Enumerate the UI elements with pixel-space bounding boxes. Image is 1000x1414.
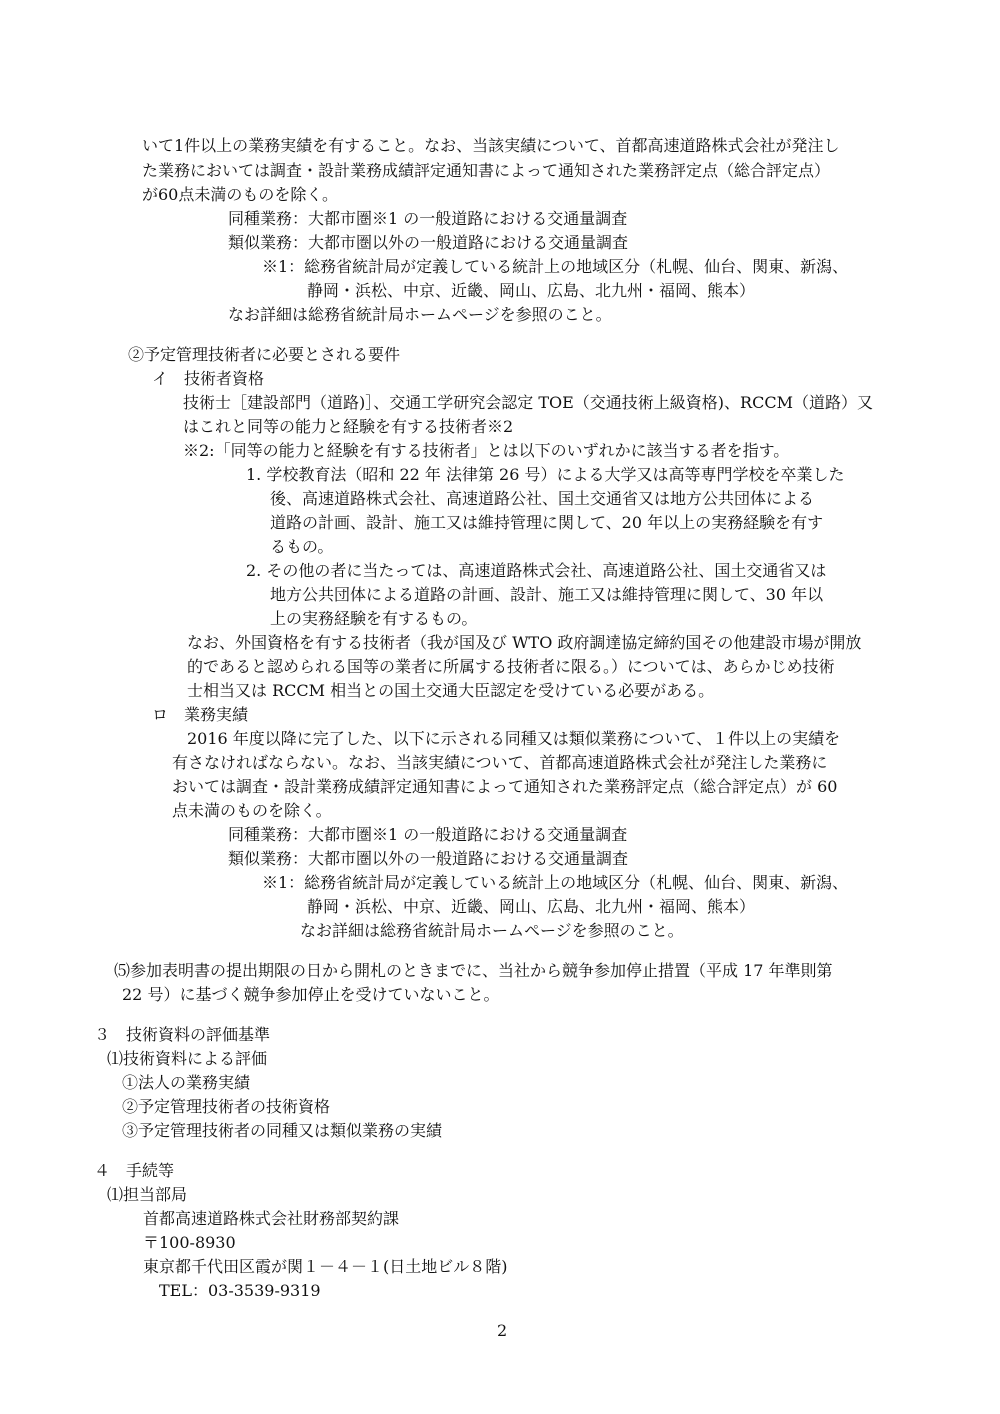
paragraph-line: 点未満のものを除く。: [172, 801, 332, 820]
list-item-line: 道路の計画、設計、施工又は維持管理に関して、20 年以上の実務経験を有す: [270, 513, 824, 532]
qualification-heading: イ 技術者資格: [152, 369, 265, 388]
paragraph-line: 2016 年度以降に完了した、以下に示される同種又は類似業務について、１件以上の実績を: [187, 729, 841, 748]
paragraph-line: ⑸参加表明書の提出期限の日から開札のときまでに、当社から競争参加停止措置（平成 17 年準則第: [114, 961, 833, 980]
footnote-line: ※1：総務省統計局が定義している統計上の地域区分（札幌、仙台、関東、新潟、: [262, 873, 849, 892]
list-item-line: 上の実務経験を有するもの。: [270, 609, 478, 628]
list-item-line: 後、高速道路株式会社、高速道路公社、国土交通省又は地方公共団体による: [270, 489, 815, 508]
page-number: 2: [497, 1321, 508, 1340]
department-name: 首都高速道路株式会社財務部契約課: [143, 1209, 400, 1228]
section-4-heading: ４ 手続等: [94, 1161, 175, 1180]
paragraph-line: が60点未満のものを除く。: [142, 185, 339, 204]
same-type-work: 同種業務：大都市圏※1 の一般道路における交通量調査: [228, 209, 628, 228]
list-item-line: 1. 学校教育法（昭和 22 年 法律第 26 号）による大学又は高等専門学校を卒業した: [246, 465, 845, 484]
footnote-line: 静岡・浜松、中京、近畿、岡山、広島、北九州・福岡、熊本）: [307, 897, 756, 916]
work-record-heading: ロ 業務実績: [152, 705, 249, 724]
list-item: ②予定管理技術者の技術資格: [122, 1097, 331, 1116]
list-item-line: 2. その他の者に当たっては、高速道路株式会社、高速道路公社、国土交通省又は: [246, 561, 827, 580]
paragraph-line: はこれと同等の能力と経験を有する技術者※2: [183, 417, 514, 436]
section-3-heading: ３ 技術資料の評価基準: [94, 1025, 271, 1044]
footnote-line: 静岡・浜松、中京、近畿、岡山、広島、北九州・福岡、熊本）: [307, 281, 756, 300]
paragraph-line: なお、外国資格を有する技術者（我が国及び WTO 政府調達協定締約国その他建設市場が開放: [187, 633, 862, 652]
list-item: ①法人の業務実績: [122, 1073, 251, 1092]
list-item-line: るもの。: [270, 537, 334, 556]
paragraph-line: おいては調査・設計業務成績評定通知書によって通知された業務評定点（総合評定点）が 60: [172, 777, 838, 796]
telephone: TEL：03-3539-9319: [159, 1281, 321, 1300]
similar-work: 類似業務：大都市圏以外の一般道路における交通量調査: [228, 233, 629, 252]
subsection-heading: ⑴技術資料による評価: [107, 1049, 268, 1068]
paragraph-line: 技術士［建設部門（道路)］、交通工学研究会認定 TOE（交通技術上級資格)、RCCM（道路）又: [183, 393, 873, 412]
same-type-work: 同種業務：大都市圏※1 の一般道路における交通量調査: [228, 825, 628, 844]
list-item: ③予定管理技術者の同種又は類似業務の実績: [122, 1121, 443, 1140]
address: 東京都千代田区霞が関１－４－１(日土地ビル８階): [143, 1257, 508, 1276]
requirements-heading: ②予定管理技術者に必要とされる要件: [128, 345, 401, 364]
postal-code: 〒100-8930: [143, 1233, 236, 1252]
similar-work: 類似業務：大都市圏以外の一般道路における交通量調査: [228, 849, 629, 868]
list-item-line: 地方公共団体による道路の計画、設計、施工又は維持管理に関して、30 年以: [270, 585, 824, 604]
paragraph-line: 22 号）に基づく競争参加停止を受けていないこと。: [122, 985, 500, 1004]
footnote-line: なお詳細は総務省統計局ホームページを参照のこと。: [300, 921, 684, 940]
paragraph-line: いて1件以上の業務実績を有すること。なお、当該実績について、首都高速道路株式会社が発注し: [142, 136, 840, 155]
footnote-line: ※1：総務省統計局が定義している統計上の地域区分（札幌、仙台、関東、新潟、: [262, 257, 849, 276]
paragraph-line: 士相当又は RCCM 相当との国土交通大臣認定を受けている必要がある。: [187, 681, 715, 700]
paragraph-line: 的であると認められる国等の業者に所属する技術者に限る。）については、あらかじめ技術: [187, 657, 835, 676]
footnote-line: ※2:「同等の能力と経験を有する技術者」とは以下のいずれかに該当する者を指す。: [183, 441, 790, 460]
footnote-line: なお詳細は総務省統計局ホームページを参照のこと。: [228, 305, 612, 324]
paragraph-line: た業務においては調査・設計業務成績評定通知書によって通知された業務評定点（総合評定点）: [142, 161, 831, 180]
paragraph-line: 有さなければならない。なお、当該実績について、首都高速道路株式会社が発注した業務に: [172, 753, 828, 772]
subsection-heading: ⑴担当部局: [107, 1185, 188, 1204]
